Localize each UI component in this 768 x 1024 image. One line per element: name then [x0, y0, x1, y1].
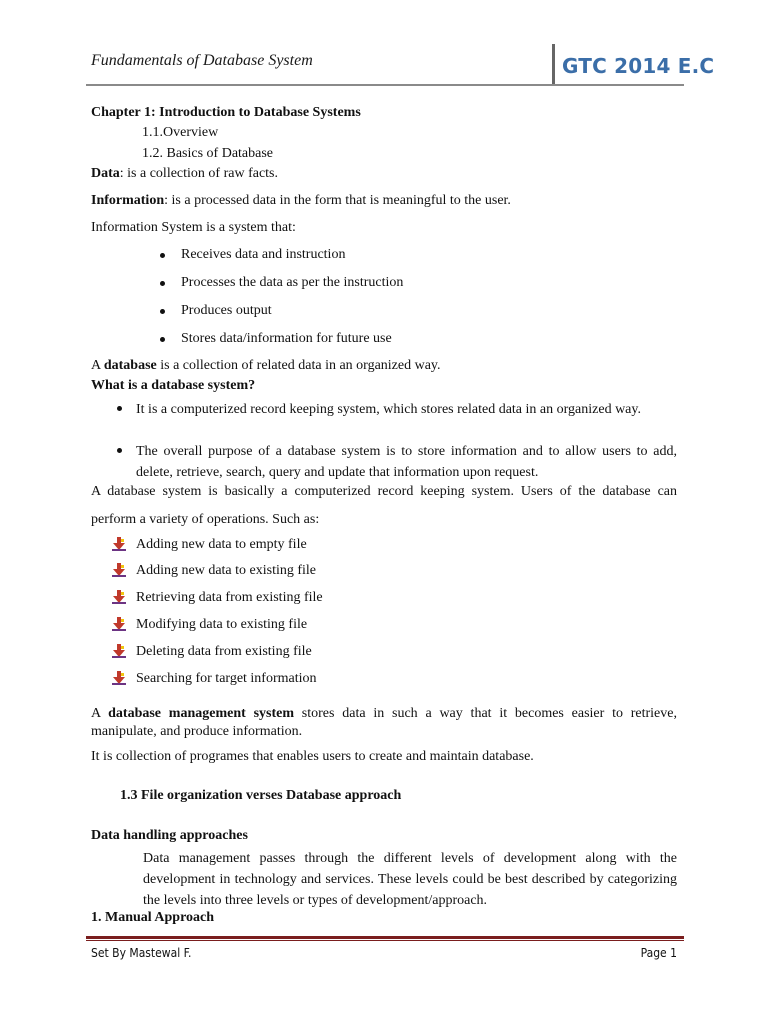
list-item: Stores data/information for future use [181, 331, 392, 346]
dbms-def-post: stores data in such a way that it becomes easier to retrieve, manipulate, and produce information. [91, 706, 677, 739]
data-handling-heading: Data handling approaches [91, 828, 248, 843]
dbms-term: database management system [108, 706, 295, 721]
bullet-dot [160, 281, 165, 286]
information-def-text: : is a processed data in the form that is meaningful to the user. [164, 193, 511, 208]
list-item: Processes the data as per the instruction [181, 275, 404, 290]
subsection-overview: 1.1.Overview [142, 125, 219, 140]
header-rule [86, 84, 684, 86]
dbms-def-pre: A [91, 706, 109, 721]
manual-approach-heading: 1. Manual Approach [91, 910, 215, 925]
database-system-question: What is a database system? [91, 378, 256, 393]
information-system-intro: Information System is a system that: [91, 220, 296, 235]
information-definition [91, 192, 511, 210]
information-term: Information [91, 193, 165, 208]
header-divider [552, 44, 555, 86]
list-item: The overall purpose of a database system is to store information and to allow users to add, delete, retrieve, search, query and update that information upon request. [136, 444, 677, 480]
data-def-text: : is a collection of raw facts. [119, 166, 278, 181]
section-heading-1-3: 1.3 File organization verses Database approach [120, 788, 402, 803]
database-def-pre: A [91, 358, 104, 373]
arrow-down-icon [112, 617, 126, 631]
dbms-collection-text: It is collection of programes that enables users to create and maintain database. [91, 749, 534, 764]
database-def-post: is a collection of related data in an organized way. [156, 358, 441, 373]
list-item: Retrieving data from existing file [136, 590, 323, 605]
bullet-dot [160, 309, 165, 314]
list-item: Deleting data from existing file [136, 644, 312, 659]
document-header-title: Fundamentals of Database System [91, 52, 313, 69]
footer-rule [86, 936, 684, 939]
data-term: Data [91, 166, 120, 181]
list-item: It is a computerized record keeping system, which stores related data in an organized way. [136, 402, 641, 417]
database-system-paragraph-line1: A database system is basically a computerized record keeping system. Users of the database can [91, 484, 677, 499]
list-item: Adding new data to empty file [136, 537, 307, 552]
bullet-dot [160, 337, 165, 342]
arrow-down-icon [112, 671, 126, 685]
chapter-heading: Chapter 1: Introduction to Database Systems [91, 105, 361, 120]
footer-author: Set By Mastewal F. [91, 946, 192, 960]
list-item: Receives data and instruction [181, 247, 346, 262]
footer-rule-thin [86, 940, 684, 941]
data-definition [91, 165, 278, 183]
list-item: Adding new data to existing file [136, 563, 317, 578]
list-item: Searching for target information [136, 671, 317, 686]
arrow-down-icon [112, 537, 126, 551]
database-term: database [103, 358, 157, 373]
arrow-down-icon [112, 563, 126, 577]
database-definition [91, 357, 441, 375]
header-badge: GTC 2014 E.C [562, 54, 715, 78]
bullet-dot [117, 406, 122, 411]
database-system-paragraph-line2: perform a variety of operations. Such as: [91, 512, 320, 527]
subsection-basics: 1.2. Basics of Database [142, 146, 274, 161]
bullet-dot [117, 448, 122, 453]
arrow-down-icon [112, 590, 126, 604]
footer-page-number: Page 1 [640, 946, 677, 960]
list-item: Modifying data to existing file [136, 617, 308, 632]
list-item: Produces output [181, 303, 272, 318]
arrow-down-icon [112, 644, 126, 658]
bullet-dot [160, 253, 165, 258]
data-handling-paragraph: Data management passes through the different levels of development along with the development in technology and services. These levels could be best described by categorizing the levels into three levels or types of development/approach. [143, 851, 677, 908]
dbms-definition [91, 705, 677, 741]
